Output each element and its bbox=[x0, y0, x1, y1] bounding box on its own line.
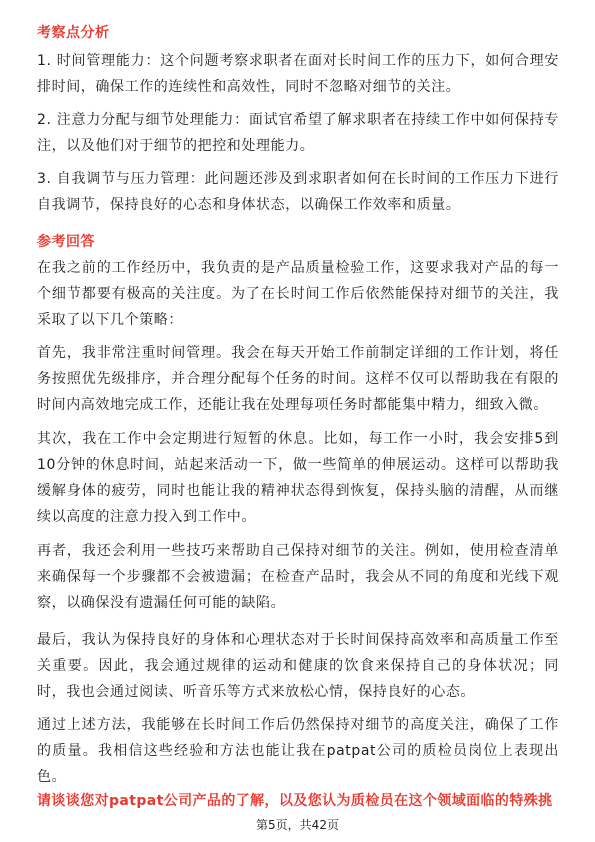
page-footer: 第5页，共42页 bbox=[256, 818, 339, 832]
answer-heading: 参考回答 bbox=[37, 234, 95, 250]
analysis-point-2: 2. 注意力分配与细节处理能力：面试官希望了解求职者在持续工作中如何保持专注，以及他们对于细节的把控和处理能力。 bbox=[37, 112, 559, 154]
answer-paragraph-2: 首先，我非常注重时间管理。我会在每天开始工作前制定详细的工作计划，将任务按照优先级排序，并合理分配每个任务的时间。这样不仅可以帮助我在有限的时间内高效地完成工作，还能让我在处理每项任务时都能集中精力，细致入微。 bbox=[37, 345, 559, 413]
analysis-point-1: 1. 时间管理能力：这个问题考察求职者在面对长时间工作的压力下，如何合理安排时间，确保工作的连续性和高效性，同时不忽略对细节的关注。 bbox=[37, 53, 559, 95]
analysis-heading: 考察点分析 bbox=[37, 25, 110, 41]
answer-paragraph-1: 在我之前的工作经历中，我负责的是产品质量检验工作，这要求我对产品的每一个细节都要有极高的关注度。为了在长时间工作后依然能保持对细节的关注，我采取了以下几个策略： bbox=[37, 260, 559, 328]
answer-paragraph-6: 通过上述方法，我能够在长时间工作后仍然保持对细节的高度关注，确保了工作的质量。我相信这些经验和方法也能让我在patpat公司的质检员岗位上表现出色。 bbox=[37, 717, 559, 785]
answer-paragraph-3: 其次，我在工作中会定期进行短暂的休息。比如，每工作一小时，我会安排5到10分钟的休息时间，站起来活动一下，做一些简单的伸展运动。这样可以帮助我缓解身体的疲劳，同时也能让我的精神状态得到恢复，保持头脑的清醒，从而继续以高度的注意力投入到工作中。 bbox=[37, 431, 559, 525]
next-question: 请谈谈您对patpat公司产品的了解，以及您认为质检员在这个领域面临的特殊挑 bbox=[37, 793, 553, 809]
answer-paragraph-4: 再者，我还会利用一些技巧来帮助自己保持对细节的关注。例如，使用检查清单来确保每一个步骤都不会被遗漏；在检查产品时，我会从不同的角度和光线下观察，以确保没有遗漏任何可能的缺陷。 bbox=[37, 543, 559, 611]
answer-paragraph-5: 最后，我认为保持良好的身体和心理状态对于长时间保持高效率和高质量工作至关重要。因此，我会通过规律的运动和健康的饮食来保持自己的身体状况；同时，我也会通过阅读、听音乐等方式来放松心情，保持良好的心态。 bbox=[37, 632, 559, 700]
analysis-point-3: 3. 自我调节与压力管理：此问题还涉及到求职者如何在长时间的工作压力下进行自我调节，保持良好的心态和身体状态，以确保工作效率和质量。 bbox=[37, 171, 559, 213]
